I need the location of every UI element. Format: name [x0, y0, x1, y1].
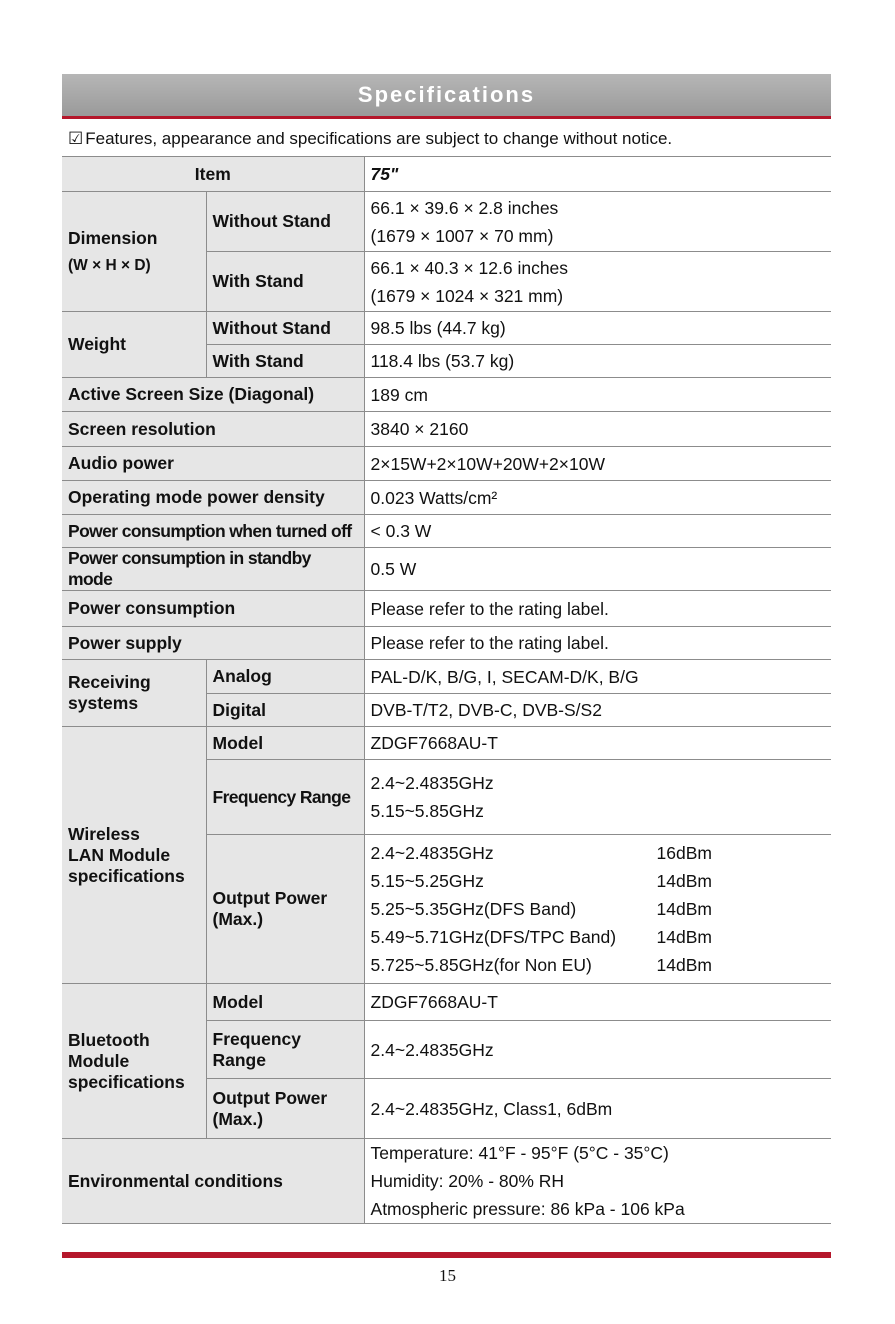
power-value: 14dBm — [656, 955, 712, 975]
power-supply-value: Please refer to the rating label. — [364, 627, 831, 660]
dimension-label: Dimension (W × H × D) — [62, 192, 206, 312]
dimension-with-stand-value: 66.1 × 40.3 × 12.6 inches (1679 × 1024 × 321 mm) — [364, 252, 831, 312]
page-number: 15 — [439, 1266, 456, 1285]
table-row — [62, 591, 831, 627]
table-row — [62, 447, 831, 481]
power-supply-label: Power supply — [62, 627, 364, 660]
weight-with-stand-value: 118.4 lbs (53.7 kg) — [364, 345, 831, 378]
bluetooth-model-label: Model — [206, 984, 364, 1021]
wireless-model-label: Model — [206, 727, 364, 760]
dimension-with-stand-label: With Stand — [206, 252, 364, 312]
checkbox-pen-icon: ☑ — [68, 129, 84, 148]
power-consumption-value: Please refer to the rating label. — [364, 591, 831, 627]
section-banner — [62, 74, 831, 119]
digital-label: Digital — [206, 694, 364, 727]
power-value: 16dBm — [656, 843, 712, 863]
power-standby-label: Power consumption in standby mode — [62, 548, 364, 591]
page-title: Specifications — [357, 82, 536, 107]
digital-value: DVB-T/T2, DVB-C, DVB-S/S2 — [364, 694, 831, 727]
table-row — [62, 727, 831, 760]
power-density-value: 0.023 Watts/cm² — [364, 481, 831, 515]
power-value: 14dBm — [656, 927, 712, 947]
active-screen-size-value: 189 cm — [364, 378, 831, 412]
table-row — [62, 378, 831, 412]
dimension-without-stand-value: 66.1 × 39.6 × 2.8 inches (1679 × 1007 × 70 mm) — [364, 192, 831, 252]
dimension-without-stand-label: Without Stand — [206, 192, 364, 252]
power-off-value: < 0.3 W — [364, 515, 831, 548]
table-row — [62, 1139, 831, 1224]
table-row — [62, 312, 831, 345]
audio-power-value: 2×15W+2×10W+20W+2×10W — [364, 447, 831, 481]
notice-text — [68, 129, 672, 149]
weight-without-stand-label: Without Stand — [206, 312, 364, 345]
active-screen-size-label: Active Screen Size (Diagonal) — [62, 378, 364, 412]
bluetooth-output-label: Output Power (Max.) — [206, 1079, 364, 1139]
bluetooth-frequency-value: 2.4~2.4835GHz — [364, 1021, 831, 1079]
screen-resolution-value: 3840 × 2160 — [364, 412, 831, 447]
table-row — [62, 660, 831, 694]
table-row — [62, 192, 831, 252]
footer-divider — [62, 1252, 831, 1258]
analog-value: PAL-D/K, B/G, I, SECAM-D/K, B/G — [364, 660, 831, 694]
audio-power-label: Audio power — [62, 447, 364, 481]
power-value: 14dBm — [656, 871, 712, 891]
wireless-output-label: Output Power (Max.) — [206, 835, 364, 984]
table-row — [62, 984, 831, 1021]
table-row — [62, 157, 831, 192]
bluetooth-label: Bluetooth Module specifications — [62, 984, 206, 1139]
environmental-label: Environmental conditions — [62, 1139, 364, 1224]
environmental-value: Temperature: 41°F - 95°F (5°C - 35°C) Humidity: 20% - 80% RH Atmospheric pressure: 86 kPa - 106 kPa — [364, 1139, 831, 1224]
wireless-frequency-value: 2.4~2.4835GHz 5.15~5.85GHz — [364, 760, 831, 835]
table-row — [62, 412, 831, 447]
wireless-frequency-label: Frequency Range — [206, 760, 364, 835]
wireless-output-value — [364, 835, 831, 984]
bluetooth-model-value: ZDGF7668AU-T — [364, 984, 831, 1021]
band-value: 5.25~5.35GHz(DFS Band) — [370, 899, 577, 919]
power-density-label: Operating mode power density — [62, 481, 364, 515]
power-off-label: Power consumption when turned off — [62, 515, 364, 548]
power-standby-value: 0.5 W — [364, 548, 831, 591]
weight-label: Weight — [62, 312, 206, 378]
band-value: 5.725~5.85GHz(for Non EU) — [370, 955, 592, 975]
band-value: 2.4~2.4835GHz — [370, 843, 494, 863]
specifications-table — [62, 156, 831, 1224]
wireless-lan-label: Wireless LAN Module specifications — [62, 727, 206, 984]
bluetooth-output-value: 2.4~2.4835GHz, Class1, 6dBm — [364, 1079, 831, 1139]
bluetooth-frequency-label: Frequency Range — [206, 1021, 364, 1079]
output-power-grid — [371, 839, 826, 979]
analog-label: Analog — [206, 660, 364, 694]
weight-with-stand-label: With Stand — [206, 345, 364, 378]
wireless-model-value: ZDGF7668AU-T — [364, 727, 831, 760]
notice-label: Features, appearance and specifications are subject to change without notice. — [85, 129, 673, 148]
power-value: 14dBm — [656, 899, 712, 919]
band-value: 5.49~5.71GHz(DFS/TPC Band) — [370, 927, 617, 947]
weight-without-stand-value: 98.5 lbs (44.7 kg) — [364, 312, 831, 345]
table-row — [62, 481, 831, 515]
band-value: 5.15~5.25GHz — [370, 871, 484, 891]
table-row — [62, 548, 831, 591]
table-row — [62, 627, 831, 660]
receiving-systems-label: Receiving systems — [62, 660, 206, 727]
size-header: 75" — [364, 157, 831, 192]
item-header: Item — [62, 157, 364, 192]
power-consumption-label: Power consumption — [62, 591, 364, 627]
screen-resolution-label: Screen resolution — [62, 412, 364, 447]
table-row — [62, 515, 831, 548]
